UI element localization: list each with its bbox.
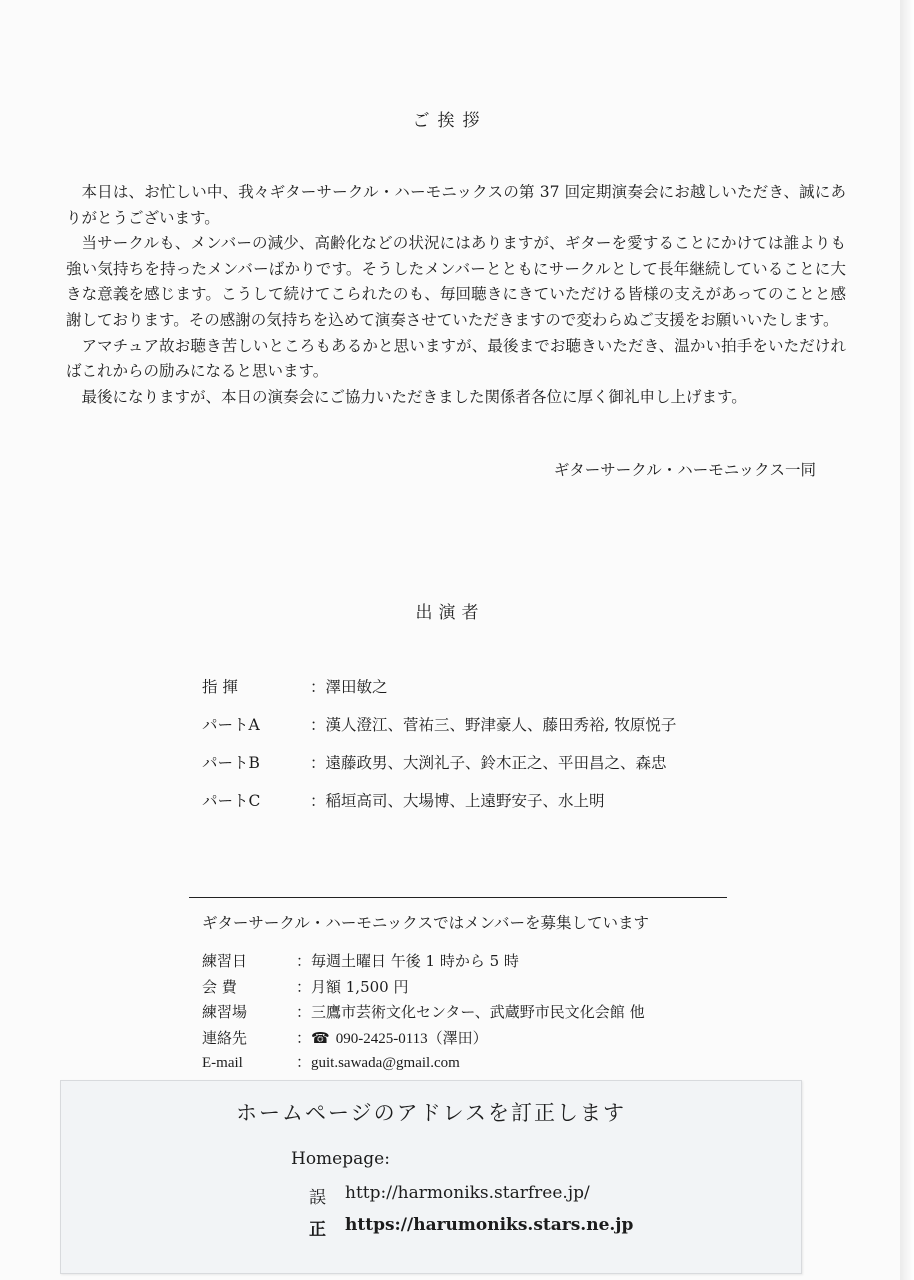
performer-role: パートB [202, 754, 260, 772]
performer-role: パートA [202, 716, 260, 734]
correction-title: ホームページのアドレスを訂正します [236, 1101, 626, 1125]
performer-row [202, 714, 762, 752]
correct-mark: 正 [309, 1220, 326, 1240]
info-label: 会 費 [202, 977, 237, 996]
info-row-practice-day [202, 950, 762, 976]
info-label: 練習日 [202, 952, 248, 970]
correct-url-row [309, 1215, 633, 1240]
greeting-paragraph: アマチュア故お聴き苦しいところもあるかと思いますが、最後までお聴きいただき、温かい拍手をいただければこれからの励みになると思います。 [66, 336, 846, 381]
performer-role: 指 揮 [202, 678, 238, 696]
greeting-paragraph: 最後になりますが、本日の演奏会にご協力いただきました関係者各位に厚く御礼申し上げます。 [81, 387, 747, 406]
performer-row [202, 790, 762, 828]
info-value: ：月額 1,500 円 [296, 977, 409, 996]
greeting-text [66, 180, 846, 410]
info-label: 練習場 [202, 1003, 248, 1021]
page-edge [900, 0, 914, 1280]
info-row-email [202, 1052, 762, 1078]
info-label: E-mail [202, 1055, 243, 1071]
recruit-heading: ギターサークル・ハーモニックスではメンバーを募集しています [202, 914, 650, 932]
performer-row [202, 752, 762, 790]
wrong-url: http://harmoniks.starfree.jp/ [345, 1183, 590, 1203]
wrong-url-row [309, 1183, 590, 1208]
performer-names: ：遠藤政男、大渕礼子、鈴木正之、平田昌之、森忠 [310, 754, 667, 772]
info-label: 連絡先 [202, 1028, 248, 1047]
performer-role: パートC [202, 792, 261, 810]
correct-url[interactable]: https://harumoniks.stars.ne.jp [345, 1215, 634, 1235]
greeting-paragraph: 当サークルも、メンバーの減少、高齢化などの状況にはありますが、ギターを愛することにかけては誰よりも強い気持ちを持ったメンバーばかりです。そうしたメンバーとともにサークルとして長年継続していることに大きな意義を感じます。こうして続けてこられたのも、毎回聴きにきていただける皆様の支えがあってのことと感謝しております。その感謝の気持ちを込めて演奏させていただきますので変わらぬご支援をお願いいたします。 [66, 234, 846, 329]
recruit-info [202, 950, 762, 1078]
performer-names: ：漢人澄江、菅祐三、野津豪人、藤田秀裕, 牧原悦子 [310, 716, 677, 734]
performer-names: ：澤田敏之 [310, 678, 388, 696]
info-value: ：三鷹市芸術文化センター、武蔵野市民文化会館 他 [296, 1003, 645, 1021]
phone-number: 090-2425-0113（澤田） [335, 1030, 488, 1047]
colon: ： [296, 1028, 312, 1047]
info-row-fee [202, 976, 762, 1002]
greeting-signature: ギターサークル・ハーモニックス一同 [553, 461, 816, 479]
performers-list [202, 676, 762, 828]
info-value: ：毎週土曜日 午後 1 時から 5 時 [296, 952, 519, 970]
phone-icon: ☎ [311, 1028, 330, 1047]
section-divider [189, 897, 727, 898]
email-link[interactable]: ：guit.sawada@gmail.com [296, 1055, 460, 1071]
homepage-label: Homepage: [291, 1149, 390, 1169]
greeting-paragraph: 本日は、お忙しい中、我々ギターサークル・ハーモニックスの第 37 回定期演奏会にお越しいただき、誠にありがとうございます。 [66, 183, 846, 227]
performer-row [202, 676, 762, 714]
wrong-mark: 誤 [309, 1188, 326, 1208]
info-row-contact [202, 1027, 762, 1053]
info-row-venue [202, 1001, 762, 1027]
performer-names: ：稲垣高司、大場博、上遠野安子、水上明 [310, 792, 605, 810]
info-value [296, 1027, 762, 1053]
greeting-title: ご挨拶 [412, 111, 488, 131]
performers-title: 出演者 [415, 603, 485, 623]
correction-sticker [60, 1080, 802, 1274]
